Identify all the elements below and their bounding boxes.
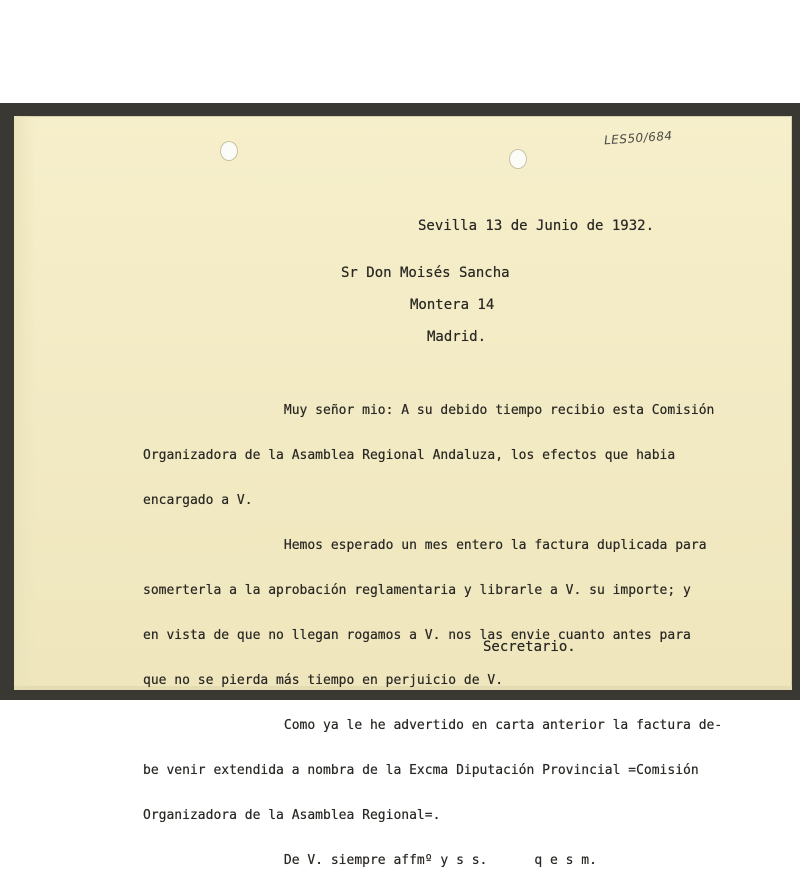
recipient-name: Sr Don Moisés Sancha [341,265,510,281]
punch-hole-icon [510,150,526,168]
letter-body [143,373,722,883]
body-line: be venir extendida a nombra de la Excma Diputación Provincial =Comisión [143,763,699,778]
date-line: Sevilla 13 de Junio de 1932. [418,218,655,234]
body-line: Organizadora de la Asamblea Regional Andaluza, los efectos que habia [143,448,676,463]
body-line: Hemos esperado un mes entero la factura duplicada para [143,538,707,553]
body-line: en vista de que no llegan rogamos a V. nos las envie cuanto antes para [143,628,691,643]
body-line: Muy señor mio: A su debido tiempo recibio esta Comisión [143,403,715,418]
recipient-street: Montera 14 [410,297,495,313]
body-line: que no se pierda más tiempo en perjuicio de V. [143,673,504,688]
recipient-city: Madrid. [427,329,487,345]
body-line: Como ya le he advertido en carta anterior la factura de- [143,718,723,733]
body-line: encargado a V. [143,493,253,508]
body-line: Organizadora de la Asamblea Regional=. [143,808,441,823]
body-line: somerterla a la aprobación reglamentaria y librarle a V. su importe; y [143,583,691,598]
body-line: De V. siempre affmº y s s. q e s m. [143,853,597,868]
archive-reference: LES50/684 [603,128,674,148]
signature-line: Secretario. [483,639,576,655]
paper-shading [14,116,36,689]
punch-hole-icon [221,142,237,160]
